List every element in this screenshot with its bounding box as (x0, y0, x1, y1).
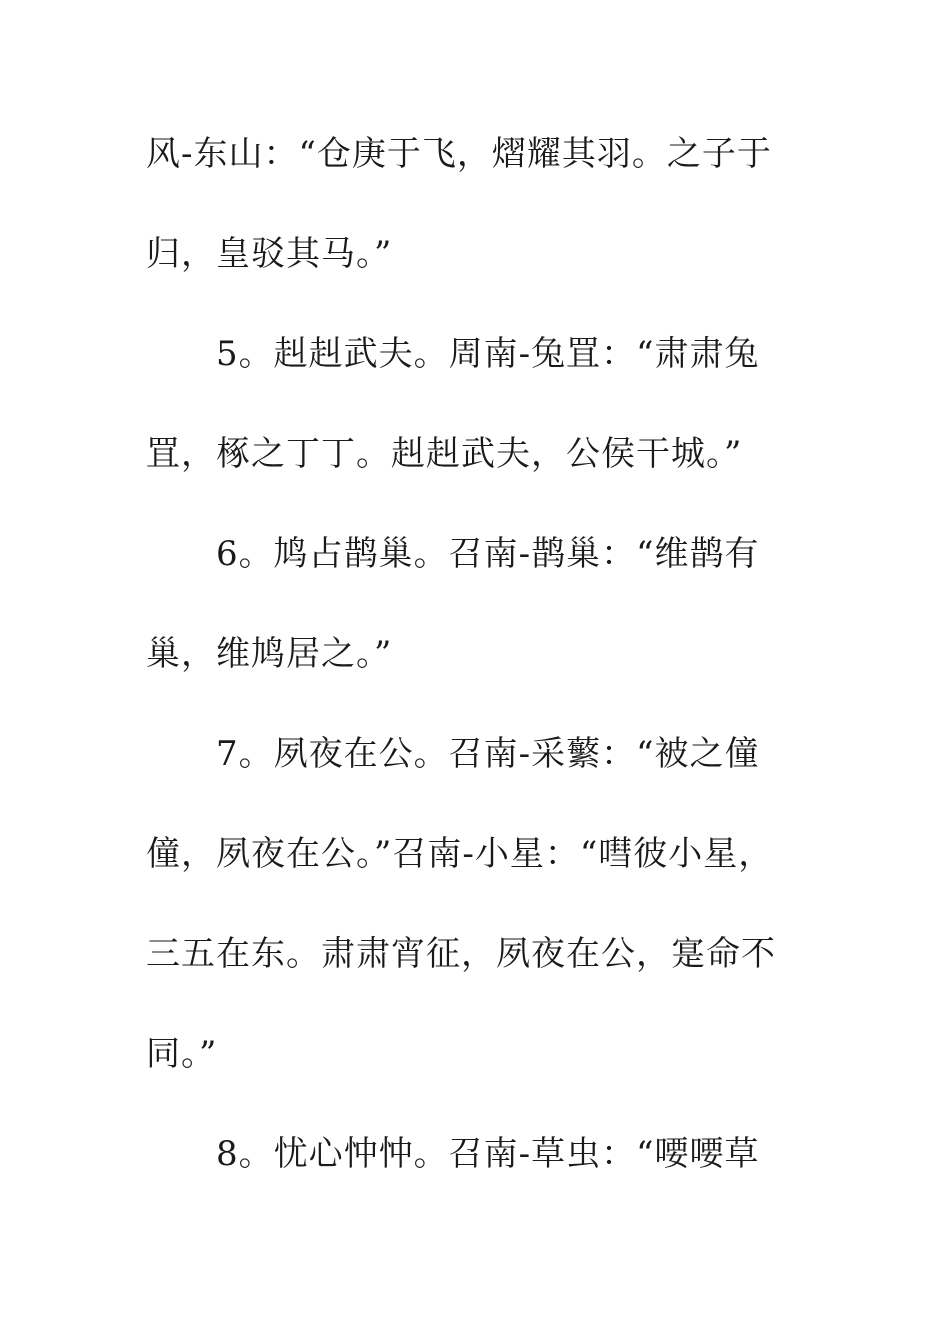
text-line: 罝，椓之丁丁。赳赳武夫，公侯干城。” (146, 434, 743, 474)
text-line: 归，皇驳其马。” (146, 234, 393, 274)
text-line: 僮，夙夜在公。”召南-小星：“嘒彼小星， (146, 834, 774, 874)
text-line: 8。忧心忡忡。召南-草虫：“喓喓草 (216, 1134, 760, 1174)
text-line: 同。” (146, 1034, 218, 1074)
text-line: 巢，维鸠居之。” (146, 634, 393, 674)
text-line: 5。赳赳武夫。周南-兔罝：“肃肃兔 (216, 334, 760, 374)
text-line: 6。鸠占鹊巢。召南-鹊巢：“维鹊有 (216, 534, 760, 574)
text-line: 风-东山：“仓庚于飞，熠耀其羽。之子于 (146, 134, 772, 174)
text-line: 7。夙夜在公。召南-采蘩：“被之僮 (216, 734, 760, 774)
text-line: 三五在东。肃肃宵征，夙夜在公，寔命不 (146, 934, 776, 974)
